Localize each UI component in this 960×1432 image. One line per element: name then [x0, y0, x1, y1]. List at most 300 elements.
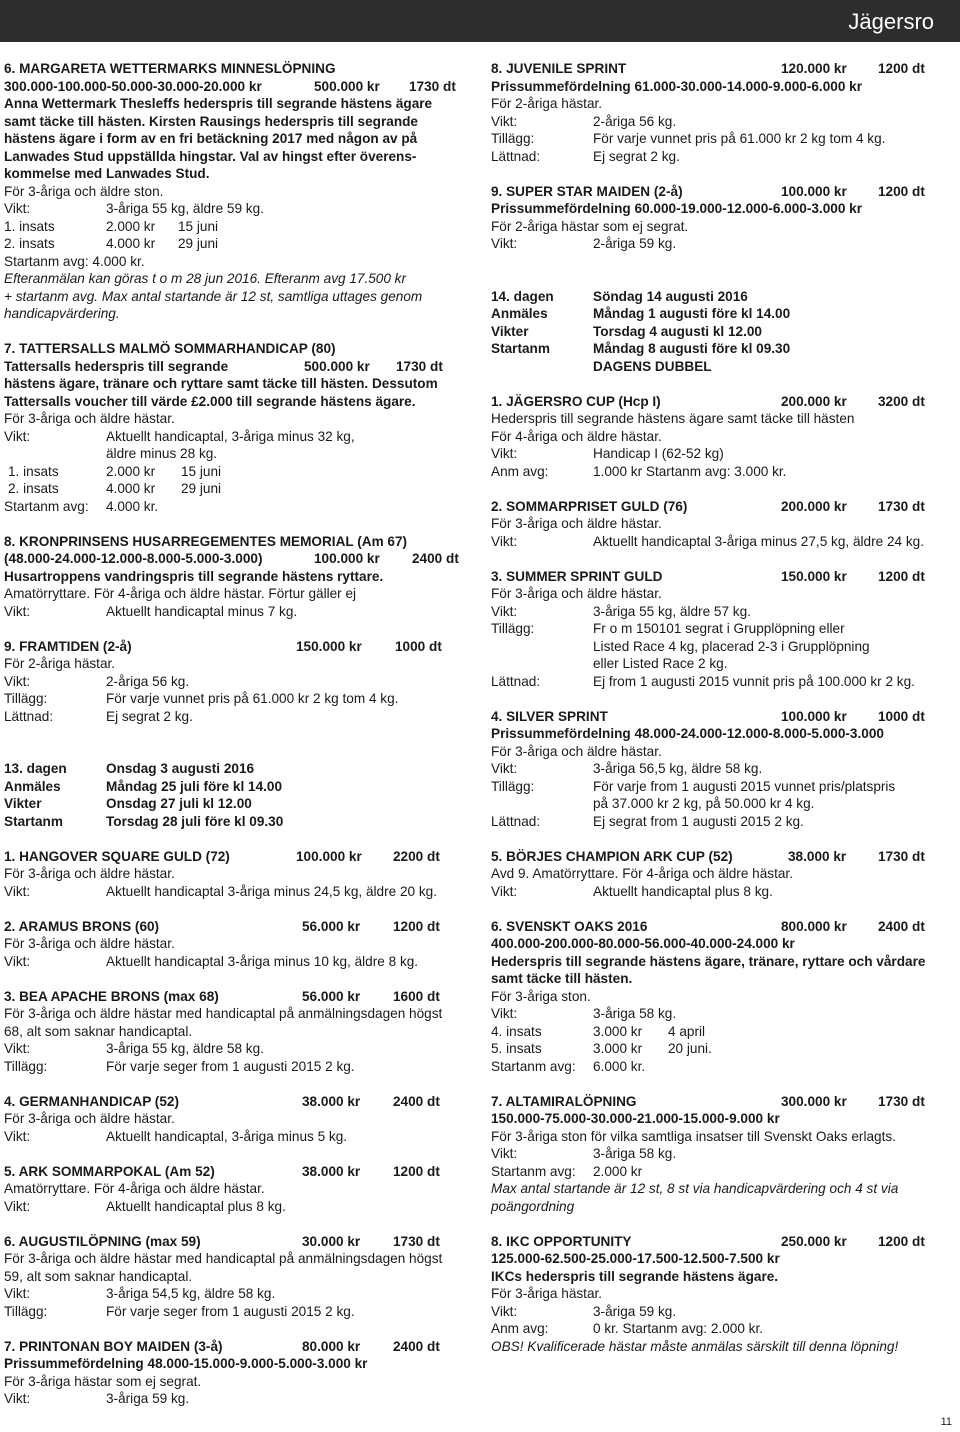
prize-distribution: Prissummefördelning 48.000-24.000-12.000-8.000-5.000-3.000	[491, 726, 884, 741]
race-title: 8. KRONPRINSENS HUSARREGEMENTES MEMORIAL (Am 67)	[4, 533, 408, 549]
addition-value: Listed Race 4 kg, placerad 2-3 i Grupplöpning	[593, 638, 870, 654]
race-title-line	[491, 1233, 954, 1251]
race-prize: 120.000 kr	[781, 61, 847, 76]
weight-value: Aktuellt handicaptal plus 8 kg.	[106, 1198, 286, 1214]
race-prize: 80.000 kr	[302, 1338, 361, 1354]
race-eligibility: För 3-åriga hästar som ej segrat.	[4, 1373, 202, 1389]
race-title-line	[491, 848, 954, 866]
race-weight	[4, 445, 466, 463]
weight-value: 3-åriga 55 kg, äldre 57 kg.	[593, 603, 751, 619]
race-distance: 1730 dt	[878, 1093, 925, 1109]
weight-value: Aktuellt handicaptal 3-åriga minus 10 kg, äldre 8 kg.	[106, 953, 419, 969]
day-header	[4, 760, 466, 830]
race-title: 3. BEA APACHE BRONS (max 68)	[4, 988, 219, 1004]
race-distance: 2400 dt	[393, 1338, 440, 1354]
weight-value: 3-åriga 59 kg.	[106, 1391, 190, 1406]
race-eligibility: För 3-åriga och äldre hästar.	[491, 586, 662, 601]
race-title-line	[4, 1338, 466, 1356]
entries-label: Anmäles	[4, 778, 61, 794]
stake-date: 15 juni	[181, 463, 222, 479]
start-fee-label: Startanm avg:	[491, 1163, 576, 1179]
race-block	[4, 340, 466, 515]
weight-value: Aktuellt handicaptal 3-åriga minus 27,5 kg, äldre 24 kg.	[593, 533, 924, 549]
race-addition	[491, 130, 954, 148]
race-title-line	[491, 708, 954, 726]
race-addition	[491, 778, 954, 796]
prize-distribution: Prissummefördelning 61.000-30.000-14.000-9.000-6.000 kr	[491, 78, 863, 94]
race-weight	[491, 1005, 954, 1023]
race-title-line	[4, 918, 466, 936]
race-prize: 200.000 kr	[781, 498, 847, 514]
race-weight	[4, 953, 466, 971]
race-title: 6. MARGARETA WETTERMARKS MINNESLÖPNING	[4, 61, 336, 76]
race-title: 2. SOMMARPRISET GULD (76)	[491, 498, 688, 514]
weight-label: Vikt:	[491, 1146, 518, 1161]
addition-value: För varje seger from 1 augusti 2015 2 kg.	[106, 1303, 355, 1319]
race-title-line	[491, 60, 954, 78]
weight-label: Vikt:	[4, 201, 31, 216]
race-title-line	[4, 638, 466, 656]
start-fee-value: 4.000 kr.	[106, 498, 159, 514]
race-text: Tattersalls voucher till värde £2.000 till segrande hästens ägare.	[4, 393, 416, 409]
race-prize: 100.000 kr	[781, 183, 847, 199]
race-weight	[4, 1040, 466, 1058]
race-text: Anna Wettermark Thesleffs hederspris till segrande hästens ägare	[4, 96, 433, 111]
race-eligibility: För 4-åriga och äldre hästar.	[491, 428, 662, 444]
weight-value: 2-åriga 59 kg.	[593, 236, 677, 251]
race-stake	[4, 463, 466, 481]
race-weight	[491, 113, 954, 131]
weight-value: Aktuellt handicaptal plus 8 kg.	[593, 883, 773, 899]
race-note: poängordning	[491, 1198, 575, 1214]
race-note: + startanm avg. Max antal startande är 12 st, samtliga uttages genom	[4, 288, 423, 304]
race-title: 9. SUPER STAR MAIDEN (2-å)	[491, 183, 683, 199]
weights-value: Torsdag 4 augusti kl 12.00	[593, 323, 762, 339]
weight-value: 3-åriga 58 kg.	[593, 1006, 677, 1021]
race-distance: 1730 dt	[878, 498, 925, 514]
race-prize: 500.000 kr	[304, 358, 370, 374]
prize-distribution: Prissummefördelning 60.000-19.000-12.000-6.000-3.000 kr	[491, 201, 863, 216]
stake-label: 4. insats	[491, 1023, 542, 1039]
race-block	[4, 1163, 466, 1216]
race-distance: 1000 dt	[395, 638, 442, 654]
addition-value: För varje seger from 1 augusti 2015 2 kg.	[106, 1058, 355, 1074]
race-distance: 1600 dt	[393, 988, 440, 1004]
race-prize: 30.000 kr	[302, 1233, 361, 1249]
race-block	[4, 638, 466, 726]
start-fee-label: Startanm avg:	[4, 498, 89, 514]
race-title-line	[491, 568, 954, 586]
day-value: Onsdag 3 augusti 2016	[106, 761, 255, 776]
race-distance: 1200 dt	[393, 1163, 440, 1179]
race-title-line	[491, 393, 954, 411]
race-distance: 3200 dt	[878, 393, 925, 409]
start-fee-value: 2.000 kr	[593, 1163, 643, 1179]
race-prize: 56.000 kr	[302, 988, 361, 1004]
stake-label: 1. insats	[4, 218, 55, 234]
stake-amount: 2.000 kr	[106, 218, 156, 234]
stake-amount: 2.000 kr	[106, 463, 156, 479]
race-start-fee	[4, 498, 466, 516]
weight-label: Vikt:	[4, 953, 31, 969]
race-stake	[4, 235, 466, 253]
race-eligibility: För 3-åriga och äldre hästar.	[4, 866, 175, 881]
race-prize-line	[4, 78, 466, 96]
stake-amount: 3.000 kr	[593, 1023, 643, 1039]
entry-fee-label: Anm avg:	[491, 1321, 549, 1336]
race-text: Tattersalls hederspris till segrande	[4, 358, 229, 374]
weight-value: Aktuellt handicaptal 3-åriga minus 24,5 kg, äldre 20 kg.	[106, 883, 437, 899]
race-addition	[4, 1058, 466, 1076]
race-block	[4, 988, 466, 1076]
stake-label: 2. insats	[8, 481, 59, 496]
prize-distribution: Prissummefördelning 48.000-15.000-9.000-5.000-3.000 kr	[4, 1356, 368, 1371]
left-column	[4, 60, 466, 1408]
addition-label: Tillägg:	[4, 1303, 48, 1319]
race-distance: 1200 dt	[878, 1233, 925, 1249]
stake-date: 4 april	[668, 1023, 706, 1039]
prize-distribution: 400.000-200.000-80.000-56.000-40.000-24.000 kr	[491, 936, 795, 951]
race-block	[491, 393, 954, 481]
entry-fee-label: Anm avg:	[491, 463, 549, 479]
weight-label: Vikt:	[4, 1198, 31, 1214]
addition-value: För varje from 1 augusti 2015 vunnet pris/platspris	[593, 778, 896, 794]
weight-value: 3-åriga 55 kg, äldre 59 kg.	[106, 201, 264, 216]
weight-value: 3-åriga 55 kg, äldre 58 kg.	[106, 1041, 264, 1056]
race-prize: 100.000 kr	[296, 848, 362, 864]
weight-value: Aktuellt handicaptal, 3-åriga minus 32 kg,	[106, 428, 355, 444]
race-weight	[491, 883, 954, 901]
race-weight	[491, 445, 954, 463]
race-block	[491, 568, 954, 691]
race-prize: 200.000 kr	[781, 393, 847, 409]
weight-label: Vikt:	[491, 883, 518, 899]
weight-value: 2-åriga 56 kg.	[593, 113, 677, 129]
race-distance: 1200 dt	[878, 61, 925, 76]
weight-label: Vikt:	[4, 1041, 31, 1056]
race-title-line	[4, 1163, 466, 1181]
weight-value: 3-åriga 56,5 kg, äldre 58 kg.	[593, 761, 763, 776]
addition-value: För varje vunnet pris på 61.000 kr 2 kg tom 4 kg.	[106, 691, 399, 706]
race-weight	[4, 1198, 466, 1216]
page-header	[0, 0, 960, 42]
race-note: Efteranmälan kan göras t o m 28 jun 2016. Efteranm avg 17.500 kr	[4, 271, 407, 286]
weight-label: Vikt:	[4, 883, 31, 899]
race-distance: 1200 dt	[878, 183, 925, 199]
race-block	[4, 918, 466, 971]
race-eligibility: För 2-åriga hästar.	[4, 656, 116, 671]
race-text: Hederspris till segrande hästens ägare samt täcke till hästen	[491, 411, 855, 426]
weight-value: äldre minus 28 kg.	[106, 446, 218, 461]
daily-double: DAGENS DUBBEL	[593, 358, 712, 374]
weight-value: Aktuellt handicaptal, 3-åriga minus 5 kg.	[106, 1128, 348, 1144]
weight-label: Vikt:	[491, 761, 518, 776]
stake-label: 5. insats	[491, 1041, 542, 1056]
race-addition	[4, 1303, 466, 1321]
addition-value: För varje vunnet pris på 61.000 kr 2 kg tom 4 kg.	[593, 131, 886, 146]
race-title-line	[491, 498, 954, 516]
reduction-value: Ej segrat 2 kg.	[106, 708, 193, 724]
race-weight	[4, 1390, 466, 1408]
declaration-label: Startanm	[4, 813, 63, 829]
race-title: 9. FRAMTIDEN (2-å)	[4, 638, 132, 654]
race-distance: 1730 dt	[393, 1233, 440, 1249]
reduction-label: Lättnad:	[491, 813, 541, 829]
race-title: 5. BÖRJES CHAMPION ARK CUP (52)	[491, 848, 733, 864]
prize-distribution: 300.000-100.000-50.000-30.000-20.000 kr	[4, 78, 262, 94]
race-addition	[491, 655, 954, 673]
race-weight	[4, 883, 466, 901]
race-block	[491, 60, 954, 165]
race-prize: 38.000 kr	[302, 1163, 361, 1179]
race-title: 5. ARK SOMMARPOKAL (Am 52)	[4, 1163, 215, 1179]
race-prize: 800.000 kr	[781, 918, 847, 934]
stake-amount: 3.000 kr	[593, 1041, 643, 1056]
weight-label: Vikt:	[4, 1391, 31, 1406]
entries-value: Måndag 25 juli före kl 14.00	[106, 778, 283, 794]
entries-label: Anmäles	[491, 306, 548, 321]
race-block	[4, 1093, 466, 1146]
addition-value: eller Listed Race 2 kg.	[593, 656, 728, 671]
race-eligibility: För 2-åriga hästar som ej segrat.	[491, 218, 689, 234]
race-distance: 2400 dt	[412, 551, 459, 566]
weight-value: 3-åriga 54,5 kg, äldre 58 kg.	[106, 1286, 276, 1301]
race-eligibility: För 3-åriga och äldre hästar.	[4, 411, 175, 426]
race-title: 4. SILVER SPRINT	[491, 708, 608, 724]
day-label: 14. dagen	[491, 288, 554, 304]
race-text: hästens ägare, tränare och ryttare samt täcke till hästen. Dessutom	[4, 376, 438, 391]
weight-value: 3-åriga 58 kg.	[593, 1146, 677, 1161]
race-distance: 2400 dt	[878, 918, 925, 934]
race-weight	[491, 235, 954, 253]
race-eligibility: Amatörryttare. För 4-åriga och äldre hästar. Förtur gäller ej	[4, 586, 357, 601]
race-stake	[4, 218, 466, 236]
weight-label: Vikt:	[4, 673, 31, 689]
weight-label: Vikt:	[4, 603, 31, 619]
stake-label: 1. insats	[8, 463, 59, 479]
race-start-fee: Startanm avg: 4.000 kr.	[4, 253, 145, 269]
addition-label: Tillägg:	[4, 691, 48, 706]
stake-amount: 4.000 kr	[106, 236, 156, 251]
race-weight	[4, 1285, 466, 1303]
weights-label: Vikter	[491, 323, 529, 339]
race-eligibility: För 3-åriga och äldre hästar.	[4, 1111, 175, 1126]
declaration-label: Startanm	[491, 341, 550, 356]
race-distance: 2400 dt	[393, 1093, 440, 1109]
race-addition	[491, 795, 954, 813]
header-title: Jägersro	[848, 9, 934, 34]
race-distance: 1730 dt	[396, 358, 443, 374]
weight-label: Vikt:	[491, 1006, 518, 1021]
race-prize: 38.000 kr	[788, 848, 847, 864]
race-stake	[491, 1023, 954, 1041]
race-text: hästens ägare i form av en fri betäckning 2017 med någon av på	[4, 131, 418, 146]
race-title-line	[491, 918, 954, 936]
race-distance: 1200 dt	[393, 918, 440, 934]
race-eligibility: För 2-åriga hästar.	[491, 96, 603, 111]
addition-label: Tillägg:	[491, 131, 535, 146]
race-eligibility: Amatörryttare. För 4-åriga och äldre hästar.	[4, 1181, 265, 1196]
weight-label: Vikt:	[4, 1286, 31, 1301]
race-reduction	[491, 813, 954, 831]
prize-distribution: 125.000-62.500-25.000-17.500-12.500-7.500 kr	[491, 1251, 780, 1266]
weight-label: Vikt:	[491, 113, 518, 129]
weight-label: Vikt:	[491, 236, 518, 251]
weight-label: Vikt:	[4, 1128, 31, 1144]
race-text: kommelse med Lanwades Stud.	[4, 166, 210, 181]
stake-date: 20 juni.	[668, 1041, 712, 1056]
race-title: 7. ALTAMIRALÖPNING	[491, 1093, 637, 1109]
race-prize: 150.000 kr	[296, 638, 362, 654]
race-block	[491, 183, 954, 253]
race-note: handicapvärdering.	[4, 306, 120, 321]
race-weight	[4, 1128, 466, 1146]
race-prize-line	[4, 358, 466, 376]
addition-label: Tillägg:	[491, 621, 535, 636]
race-reduction	[491, 148, 954, 166]
race-title: 1. JÄGERSRO CUP (Hcp I)	[491, 393, 661, 409]
race-distance: 1730 dt	[878, 848, 925, 864]
race-eligibility: För 3-åriga och äldre hästar.	[491, 743, 662, 759]
race-start-fee	[491, 1163, 954, 1181]
race-text: samt täcke till hästen.	[491, 971, 633, 986]
race-distance: 1200 dt	[878, 568, 925, 584]
race-stake	[491, 1040, 954, 1058]
race-eligibility: För 3-åriga och äldre hästar med handicaptal på anmälningsdagen högst	[4, 1006, 443, 1021]
race-start-fee	[491, 1058, 954, 1076]
race-weight	[491, 603, 954, 621]
race-block	[491, 918, 954, 1076]
race-title: 4. GERMANHANDICAP (52)	[4, 1093, 179, 1109]
race-block	[4, 60, 466, 323]
page-number: 11	[940, 1416, 952, 1428]
race-prize: 100.000 kr	[781, 708, 847, 724]
race-title: 3. SUMMER SPRINT GULD	[491, 568, 663, 584]
weights-value: Onsdag 27 juli kl 12.00	[106, 796, 252, 811]
race-reduction	[4, 708, 466, 726]
race-eligibility: För 3-åriga hästar.	[491, 1286, 603, 1301]
prize-distribution: 150.000-75.000-30.000-21.000-15.000-9.000 kr	[491, 1111, 780, 1126]
race-title: 7. TATTERSALLS MALMÖ SOMMARHANDICAP (80)	[4, 341, 336, 356]
race-eligibility: För 3-åriga ston.	[491, 988, 591, 1004]
race-weight	[4, 428, 466, 446]
race-text: Husartroppens vandringspris till segrande hästens ryttare.	[4, 568, 384, 584]
race-entry-fee	[491, 1320, 954, 1338]
declaration-value: Torsdag 28 juli före kl 09.30	[106, 813, 284, 829]
race-prize: 38.000 kr	[302, 1093, 361, 1109]
addition-value: på 37.000 kr 2 kg, på 50.000 kr 4 kg.	[593, 796, 815, 811]
weight-value: Handicap I (62-52 kg)	[593, 446, 724, 461]
race-addition	[491, 620, 954, 638]
race-note: OBS! Kvalificerade hästar måste anmälas särskilt till denna löpning!	[491, 1338, 899, 1354]
race-title: 2. ARAMUS BRONS (60)	[4, 918, 160, 934]
reduction-value: Ej segrat from 1 augusti 2015 2 kg.	[593, 813, 804, 829]
race-text: IKCs hederspris till segrande hästens ägare.	[491, 1268, 779, 1284]
race-block	[491, 498, 954, 551]
race-prize: 100.000 kr	[314, 551, 380, 566]
race-block	[491, 1233, 954, 1356]
race-weight	[4, 603, 466, 621]
race-distance: 2200 dt	[393, 848, 440, 864]
race-text: samt täcke till hästen. Kirsten Rausings hederspris till segrande	[4, 113, 418, 129]
race-prize: 150.000 kr	[781, 568, 847, 584]
race-eligibility: För 3-åriga och äldre hästar med handicaptal på anmälningsdagen högst	[4, 1251, 443, 1266]
race-distance: 1000 dt	[878, 708, 925, 724]
race-eligibility: För 3-åriga och äldre ston.	[4, 183, 164, 199]
race-title: 7. PRINTONAN BOY MAIDEN (3-å)	[4, 1338, 223, 1354]
race-prize: 500.000 kr	[314, 78, 380, 94]
weight-label: Vikt:	[491, 446, 518, 461]
reduction-value: Ej from 1 augusti 2015 vunnit pris på 100.000 kr 2 kg.	[593, 673, 915, 689]
race-entry-fee	[491, 463, 954, 481]
weight-label: Vikt:	[491, 1303, 518, 1319]
race-title-line	[4, 988, 466, 1006]
race-weight	[4, 673, 466, 691]
weight-label: Vikt:	[4, 428, 31, 444]
race-addition	[4, 690, 466, 708]
race-title: 8. IKC OPPORTUNITY	[491, 1233, 632, 1249]
race-weight	[491, 1303, 954, 1321]
race-stake	[4, 480, 466, 498]
race-title-line	[4, 1093, 466, 1111]
weight-label: Vikt:	[491, 603, 518, 619]
race-block	[4, 1233, 466, 1321]
weight-value: 2-åriga 56 kg.	[106, 673, 190, 689]
weight-value: 3-åriga 59 kg.	[593, 1303, 677, 1319]
stake-date: 29 juni	[178, 236, 219, 251]
race-weight	[491, 533, 954, 551]
race-reduction	[491, 673, 954, 691]
reduction-label: Lättnad:	[4, 708, 54, 724]
race-weight	[491, 1145, 954, 1163]
race-prize-line	[4, 550, 466, 568]
day-label: 13. dagen	[4, 761, 67, 776]
stake-date: 15 juni	[178, 218, 219, 234]
race-eligibility: För 3-åriga och äldre hästar.	[491, 516, 662, 531]
race-block	[491, 1093, 954, 1216]
race-title: 6. AUGUSTILÖPNING (max 59)	[4, 1233, 201, 1249]
race-block	[491, 848, 954, 901]
race-text: Hederspris till segrande hästens ägare, tränare, ryttare och vårdare	[491, 953, 926, 969]
declaration-value: Måndag 8 augusti före kl 09.30	[593, 341, 791, 356]
race-block	[4, 1338, 466, 1408]
entry-fee-value: 0 kr. Startanm avg: 2.000 kr.	[593, 1321, 764, 1336]
start-fee-label: Startanm avg:	[491, 1058, 576, 1074]
race-title: 1. HANGOVER SQUARE GULD (72)	[4, 848, 230, 864]
race-weight	[491, 760, 954, 778]
stake-date: 29 juni	[181, 481, 222, 496]
race-eligibility: 68, alt som saknar handicaptal.	[4, 1023, 193, 1039]
right-column	[491, 60, 954, 1355]
race-addition	[491, 638, 954, 656]
addition-label: Tillägg:	[4, 1058, 48, 1074]
race-eligibility: Avd 9. Amatörryttare. För 4-åriga och äldre hästar.	[491, 866, 793, 881]
weight-value: Aktuellt handicaptal minus 7 kg.	[106, 603, 298, 619]
race-title-line	[4, 1233, 466, 1251]
entries-value: Måndag 1 augusti före kl 14.00	[593, 306, 791, 321]
race-weight	[4, 200, 466, 218]
race-prize: 300.000 kr	[781, 1093, 847, 1109]
reduction-label: Lättnad:	[491, 673, 541, 689]
race-text: Lanwades Stud uppställda hingstar. Val av hingst efter överens-	[4, 148, 417, 164]
reduction-value: Ej segrat 2 kg.	[593, 148, 680, 164]
stake-amount: 4.000 kr	[106, 481, 156, 496]
addition-value: Fr o m 150101 segrat i Grupplöpning eller	[593, 621, 845, 636]
race-title: 8. JUVENILE SPRINT	[491, 61, 627, 76]
weights-label: Vikter	[4, 796, 42, 811]
race-title-line	[4, 848, 466, 866]
entry-fee-value: 1.000 kr Startanm avg: 3.000 kr.	[593, 463, 787, 479]
